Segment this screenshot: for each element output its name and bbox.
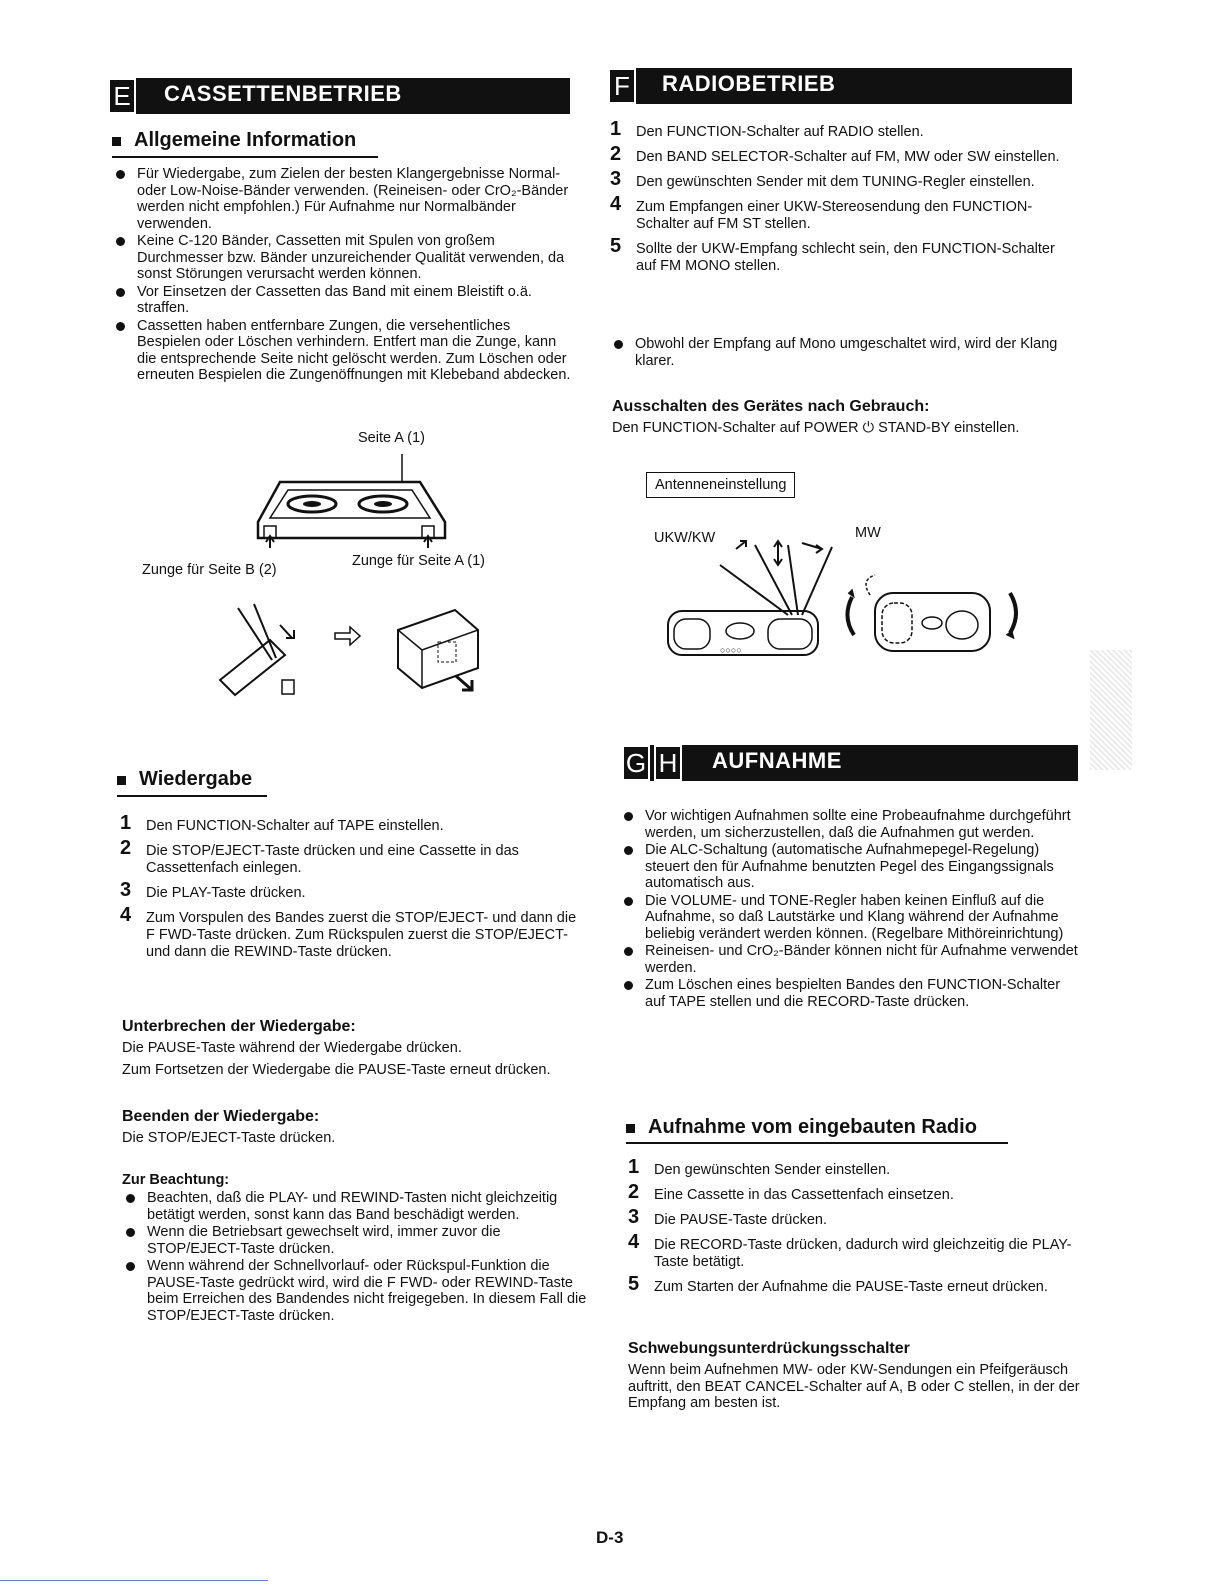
- list-item: Wenn während der Schnellvorlauf- oder Rückspul-Funktion die PAUSE-Taste gedrückt wird, wird die F FWD- oder REWIND-Taste beim Erreichen des Bandendes nicht freigegeben. In diesem Fall die STOP/EJECT-Taste drücken.: [122, 1258, 592, 1324]
- step-number: 1: [628, 1156, 640, 1178]
- step-item: [628, 1181, 1088, 1204]
- step-item: [610, 143, 1072, 166]
- step-item: [628, 1231, 1088, 1271]
- list-item: Für Wiedergabe, zum Zielen der besten Klangergebnisse Normal- oder Low-Noise-Bänder verwenden. (Reineisen- oder CrO₂-Bänder werden nicht empfohlen.) Für Aufnahme nur Normalbänder verwenden.: [112, 166, 574, 232]
- list-item: Wenn die Betriebsart gewechselt wird, immer zuvor die STOP/EJECT-Taste drücken.: [122, 1224, 592, 1257]
- step-item: [610, 168, 1072, 191]
- step-number: 4: [120, 904, 132, 926]
- step-item: [628, 1206, 1088, 1229]
- step-item: [120, 837, 585, 877]
- end-text: Die STOP/EJECT-Taste drücken.: [122, 1130, 336, 1146]
- step-item: [610, 118, 1072, 141]
- off-title: Ausschalten des Gerätes nach Gebrauch:: [612, 398, 930, 415]
- section-banner-cassette: [108, 78, 570, 114]
- step-number: 2: [628, 1181, 640, 1203]
- antenna-box: Antenneneinstellung: [646, 472, 795, 498]
- label-mw: MW: [855, 525, 881, 541]
- heading-general-info: Allgemeine Information: [112, 129, 356, 152]
- scan-mark: [0, 1580, 268, 1581]
- step-text: Die PAUSE-Taste drücken.: [654, 1212, 827, 1228]
- radio-mono-note: [610, 336, 1072, 370]
- step-item: [610, 193, 1072, 233]
- step-text: Den BAND SELECTOR-Schalter auf FM, MW oder SW einstellen.: [636, 149, 1060, 165]
- list-item: Vor wichtigen Aufnahmen sollte eine Probeaufnahme durchgeführt werden, um sicherzustellen, daß die Aufnahmen gut werden.: [620, 808, 1082, 841]
- pause-text-2: Zum Fortsetzen der Wiedergabe die PAUSE-Taste erneut drücken.: [122, 1062, 551, 1078]
- radio-antenna-illustration: [660, 535, 1040, 670]
- section-letter-g: G: [622, 745, 650, 781]
- step-item: [120, 904, 585, 961]
- step-text: Den FUNCTION-Schalter auf RADIO stellen.: [636, 124, 924, 140]
- step-number: 1: [610, 118, 622, 140]
- step-item: [610, 235, 1072, 275]
- list-item: Die ALC-Schaltung (automatische Aufnahmepegel-Regelung) steuert den für Aufnahme benutzten Pegel des Eingangssignals automatisch aus.: [620, 842, 1082, 892]
- step-number: 1: [120, 812, 132, 834]
- fig-label-side-a: Seite A (1): [358, 430, 425, 446]
- fig-label-tab-b: Zunge für Seite B (2): [142, 562, 277, 578]
- note-list: [122, 1190, 592, 1325]
- page-number: D-3: [596, 1528, 624, 1547]
- playback-steps: [120, 812, 585, 969]
- svg-text:○○○○: ○○○○: [720, 645, 742, 655]
- tab-removal-illustration: [210, 600, 490, 705]
- off-text: Den FUNCTION-Schalter auf POWER ⏻ STAND-BY einstellen.: [612, 420, 1020, 436]
- pause-title: Unterbrechen der Wiedergabe:: [122, 1018, 356, 1035]
- scan-mark: [1090, 650, 1132, 770]
- list-item: Vor Einsetzen der Cassetten das Band mit einem Bleistift o.ä. straffen.: [112, 284, 574, 317]
- step-text: Zum Starten der Aufnahme die PAUSE-Taste erneut drücken.: [654, 1279, 1048, 1295]
- section-title-recording: AUFNAHME: [712, 748, 842, 773]
- section-banner-radio: [608, 68, 1072, 104]
- step-number: 4: [628, 1231, 640, 1253]
- step-text: Den FUNCTION-Schalter auf TAPE einstellen.: [146, 818, 444, 834]
- step-number: 3: [628, 1206, 640, 1228]
- list-item: Keine C-120 Bänder, Cassetten mit Spulen von großem Durchmesser bzw. Bänder unzureichender Qualität verwenden, da sonst Störungen verursacht werden können.: [112, 233, 574, 283]
- list-item: Zum Löschen eines bespielten Bandes den FUNCTION-Schalter auf TAPE stellen und die RECORD-Taste drücken.: [620, 977, 1082, 1010]
- step-text: Den gewünschten Sender einstellen.: [654, 1162, 891, 1178]
- step-number: 4: [610, 193, 622, 215]
- heading-underline: [112, 156, 378, 158]
- heading-playback: Wiedergabe: [117, 768, 252, 791]
- recording-info-list: [620, 808, 1082, 1011]
- section-banner-recording: [622, 745, 1078, 781]
- step-text: Eine Cassette in das Cassettenfach einsetzen.: [654, 1187, 954, 1203]
- section-title-cassette: CASSETTENBETRIEB: [164, 81, 402, 106]
- step-text: Die RECORD-Taste drücken, dadurch wird gleichzeitig die PLAY-Taste betätigt.: [654, 1237, 1072, 1270]
- heading-record-radio: Aufnahme vom eingebauten Radio: [626, 1116, 977, 1139]
- general-info-list: [112, 166, 574, 385]
- pause-text-1: Die PAUSE-Taste während der Wiedergabe drücken.: [122, 1040, 462, 1056]
- step-number: 3: [120, 879, 132, 901]
- step-text: Zum Vorspulen des Bandes zuerst die STOP/EJECT- und dann die F FWD-Taste drücken. Zum Rückspulen zuerst die STOP/EJECT- und dann die REWIND-Taste drücken.: [146, 910, 577, 960]
- step-text: Sollte der UKW-Empfang schlecht sein, den FUNCTION-Schalter auf FM MONO stellen.: [636, 241, 1055, 274]
- end-title: Beenden der Wiedergabe:: [122, 1108, 320, 1125]
- step-number: 5: [610, 235, 622, 257]
- list-item: Obwohl der Empfang auf Mono umgeschaltet wird, wird der Klang klarer.: [610, 336, 1072, 369]
- list-item: Beachten, daß die PLAY- und REWIND-Tasten nicht gleichzeitig betätigt werden, sonst kann das Band beschädigt werden.: [122, 1190, 592, 1223]
- list-item: Reineisen- und CrO₂-Bänder können nicht für Aufnahme verwendet werden.: [620, 943, 1082, 976]
- cassette-illustration: [250, 452, 450, 552]
- fig-label-tab-a: Zunge für Seite A (1): [352, 553, 485, 569]
- step-item: [120, 879, 585, 902]
- step-item: [120, 812, 585, 835]
- step-text: Zum Empfangen einer UKW-Stereosendung den FUNCTION-Schalter auf FM ST stellen.: [636, 199, 1033, 232]
- step-number: 2: [610, 143, 622, 165]
- step-text: Den gewünschten Sender mit dem TUNING-Regler einstellen.: [636, 174, 1035, 190]
- list-item: Die VOLUME- und TONE-Regler haben keinen Einfluß auf die Aufnahme, so daß Lautstärke und Klang während der Aufnahme beliebig verändert werden können. (Regelbare Mithöreinrichtung): [620, 893, 1082, 943]
- list-item: Cassetten haben entfernbare Zungen, die versehentliches Bespielen oder Löschen verhindern. Entfert man die Zunge, kann die entsprechende Seite nicht gelöscht werden. Zum Löschen oder erneuten Bespielen die Zungenöffnungen mit Klebeband abdecken.: [112, 318, 574, 384]
- step-number: 3: [610, 168, 622, 190]
- section-letter-h: H: [654, 745, 682, 781]
- section-letter-f: F: [608, 68, 636, 104]
- step-number: 5: [628, 1273, 640, 1295]
- step-item: [628, 1156, 1088, 1179]
- step-number: 2: [120, 837, 132, 859]
- beat-cancel-title: Schwebungsunterdrückungsschalter: [628, 1340, 910, 1357]
- heading-underline: [626, 1142, 1008, 1144]
- step-text: Die STOP/EJECT-Taste drücken und eine Cassette in das Cassettenfach einlegen.: [146, 843, 519, 876]
- beat-cancel-text: Wenn beim Aufnehmen MW- oder KW-Sendungen ein Pfeifgeräusch auftritt, den BEAT CANCEL-Schalter auf A, B oder C stellen, in der der Empfang am besten ist.: [628, 1362, 1080, 1411]
- label-ukw-kw: UKW/KW: [654, 530, 716, 546]
- heading-underline: [117, 795, 267, 797]
- note-title: Zur Beachtung:: [122, 1172, 230, 1188]
- step-text: Die PLAY-Taste drücken.: [146, 885, 306, 901]
- section-title-radio: RADIOBETRIEB: [662, 71, 836, 96]
- section-letter-e: E: [108, 78, 136, 114]
- record-radio-steps: [628, 1156, 1088, 1304]
- step-item: [628, 1273, 1088, 1296]
- radio-steps: [610, 118, 1072, 283]
